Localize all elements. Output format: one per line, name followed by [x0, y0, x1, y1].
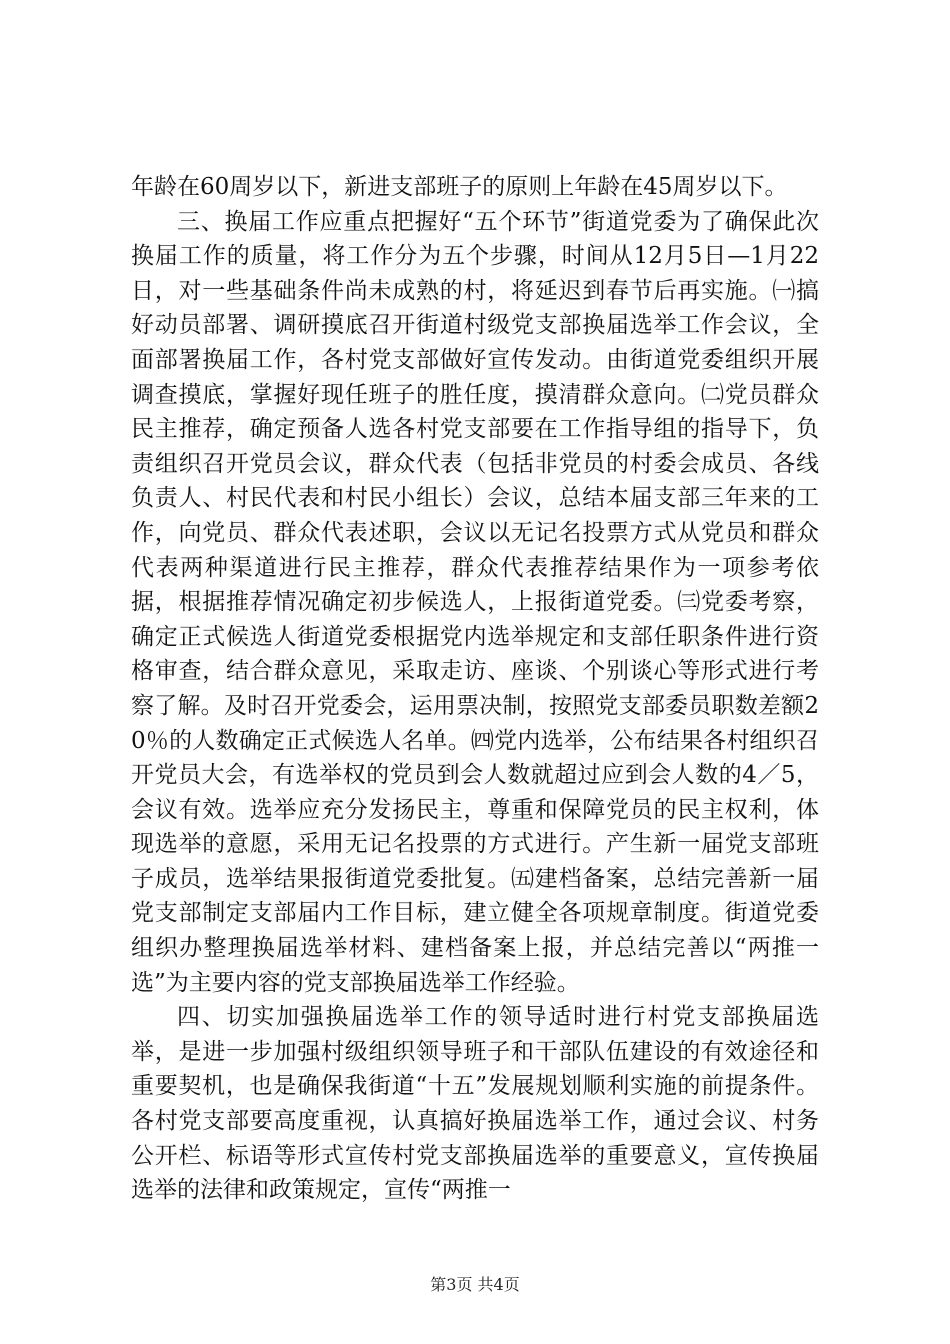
paragraph-five-steps: 三、换届工作应重点把握好“五个环节”街道党委为了确保此次换届工作的质量，将工作分为五个步骤，时间从12月5日—1月22日，对一些基础条件尚未成熟的村，将延迟到春节后再实施。㈠搞好动员部署、调研摸底召开街道村级党支部换届选举工作会议，全面部署换届工作，各村党支部做好宣传发动。由街道党委组织开展调查摸底，掌握好现任班子的胜任度，摸清群众意向。㈡党员群众民主推荐，确定预备人选各村党支部要在工作指导组的指导下，负责组织召开党员会议，群众代表（包括非党员的村委会成员、各线负责人、村民代表和村民小组长）会议，总结本届支部三年来的工作，向党员、群众代表述职，会议以无记名投票方式从党员和群众代表两种渠道进行民主推荐，群众代表推荐结果作为一项参考依据，根据推荐情况确定初步候选人，上报街道党委。㈢党委考察，确定正式候选人街道党委根据党内选举规定和支部任职条件进行资格审查，结合群众意见，采取走访、座谈、个别谈心等形式进行考察了解。及时召开党委会，运用票决制，按照党支部委员职数差额20％的人数确定正式候选人名单。㈣党内选举，公布结果各村组织召开党员大会，有选举权的党员到会人数就超过应到会人数的4／5，会议有效。选举应充分发扬民主，尊重和保障党员的民主权利，体现选举的意愿，采用无记名投票的方式进行。产生新一届党支部班子成员，选举结果报街道党委批复。㈤建档备案，总结完善新一届党支部制定支部届内工作目标，建立健全各项规章制度。街道党委组织办整理换届选举材料、建档备案上报，并总结完善以“两推一选”为主要内容的党支部换届选举工作经验。 [131, 208, 819, 996]
page-footer: 第3页 共4页 [430, 1275, 520, 1294]
paragraph-age-requirement: 年龄在60周岁以下，新进支部班子的原则上年龄在45周岁以下。 [131, 174, 788, 200]
paragraph-leadership: 四、切实加强换届选举工作的领导适时进行村党支部换届选举，是进一步加强村级组织领导班子和干部队伍建设的有效途径和重要契机，也是确保我街道“十五”发展规划顺利实施的前提条件。各村党支部要高度重视，认真搞好换届选举工作，通过会议、村务公开栏、标语等形式宣传村党支部换届选举的重要意义，宣传换届选举的法律和政策规定，宣传“两推一 [131, 1004, 819, 1204]
document-body [131, 170, 819, 1208]
